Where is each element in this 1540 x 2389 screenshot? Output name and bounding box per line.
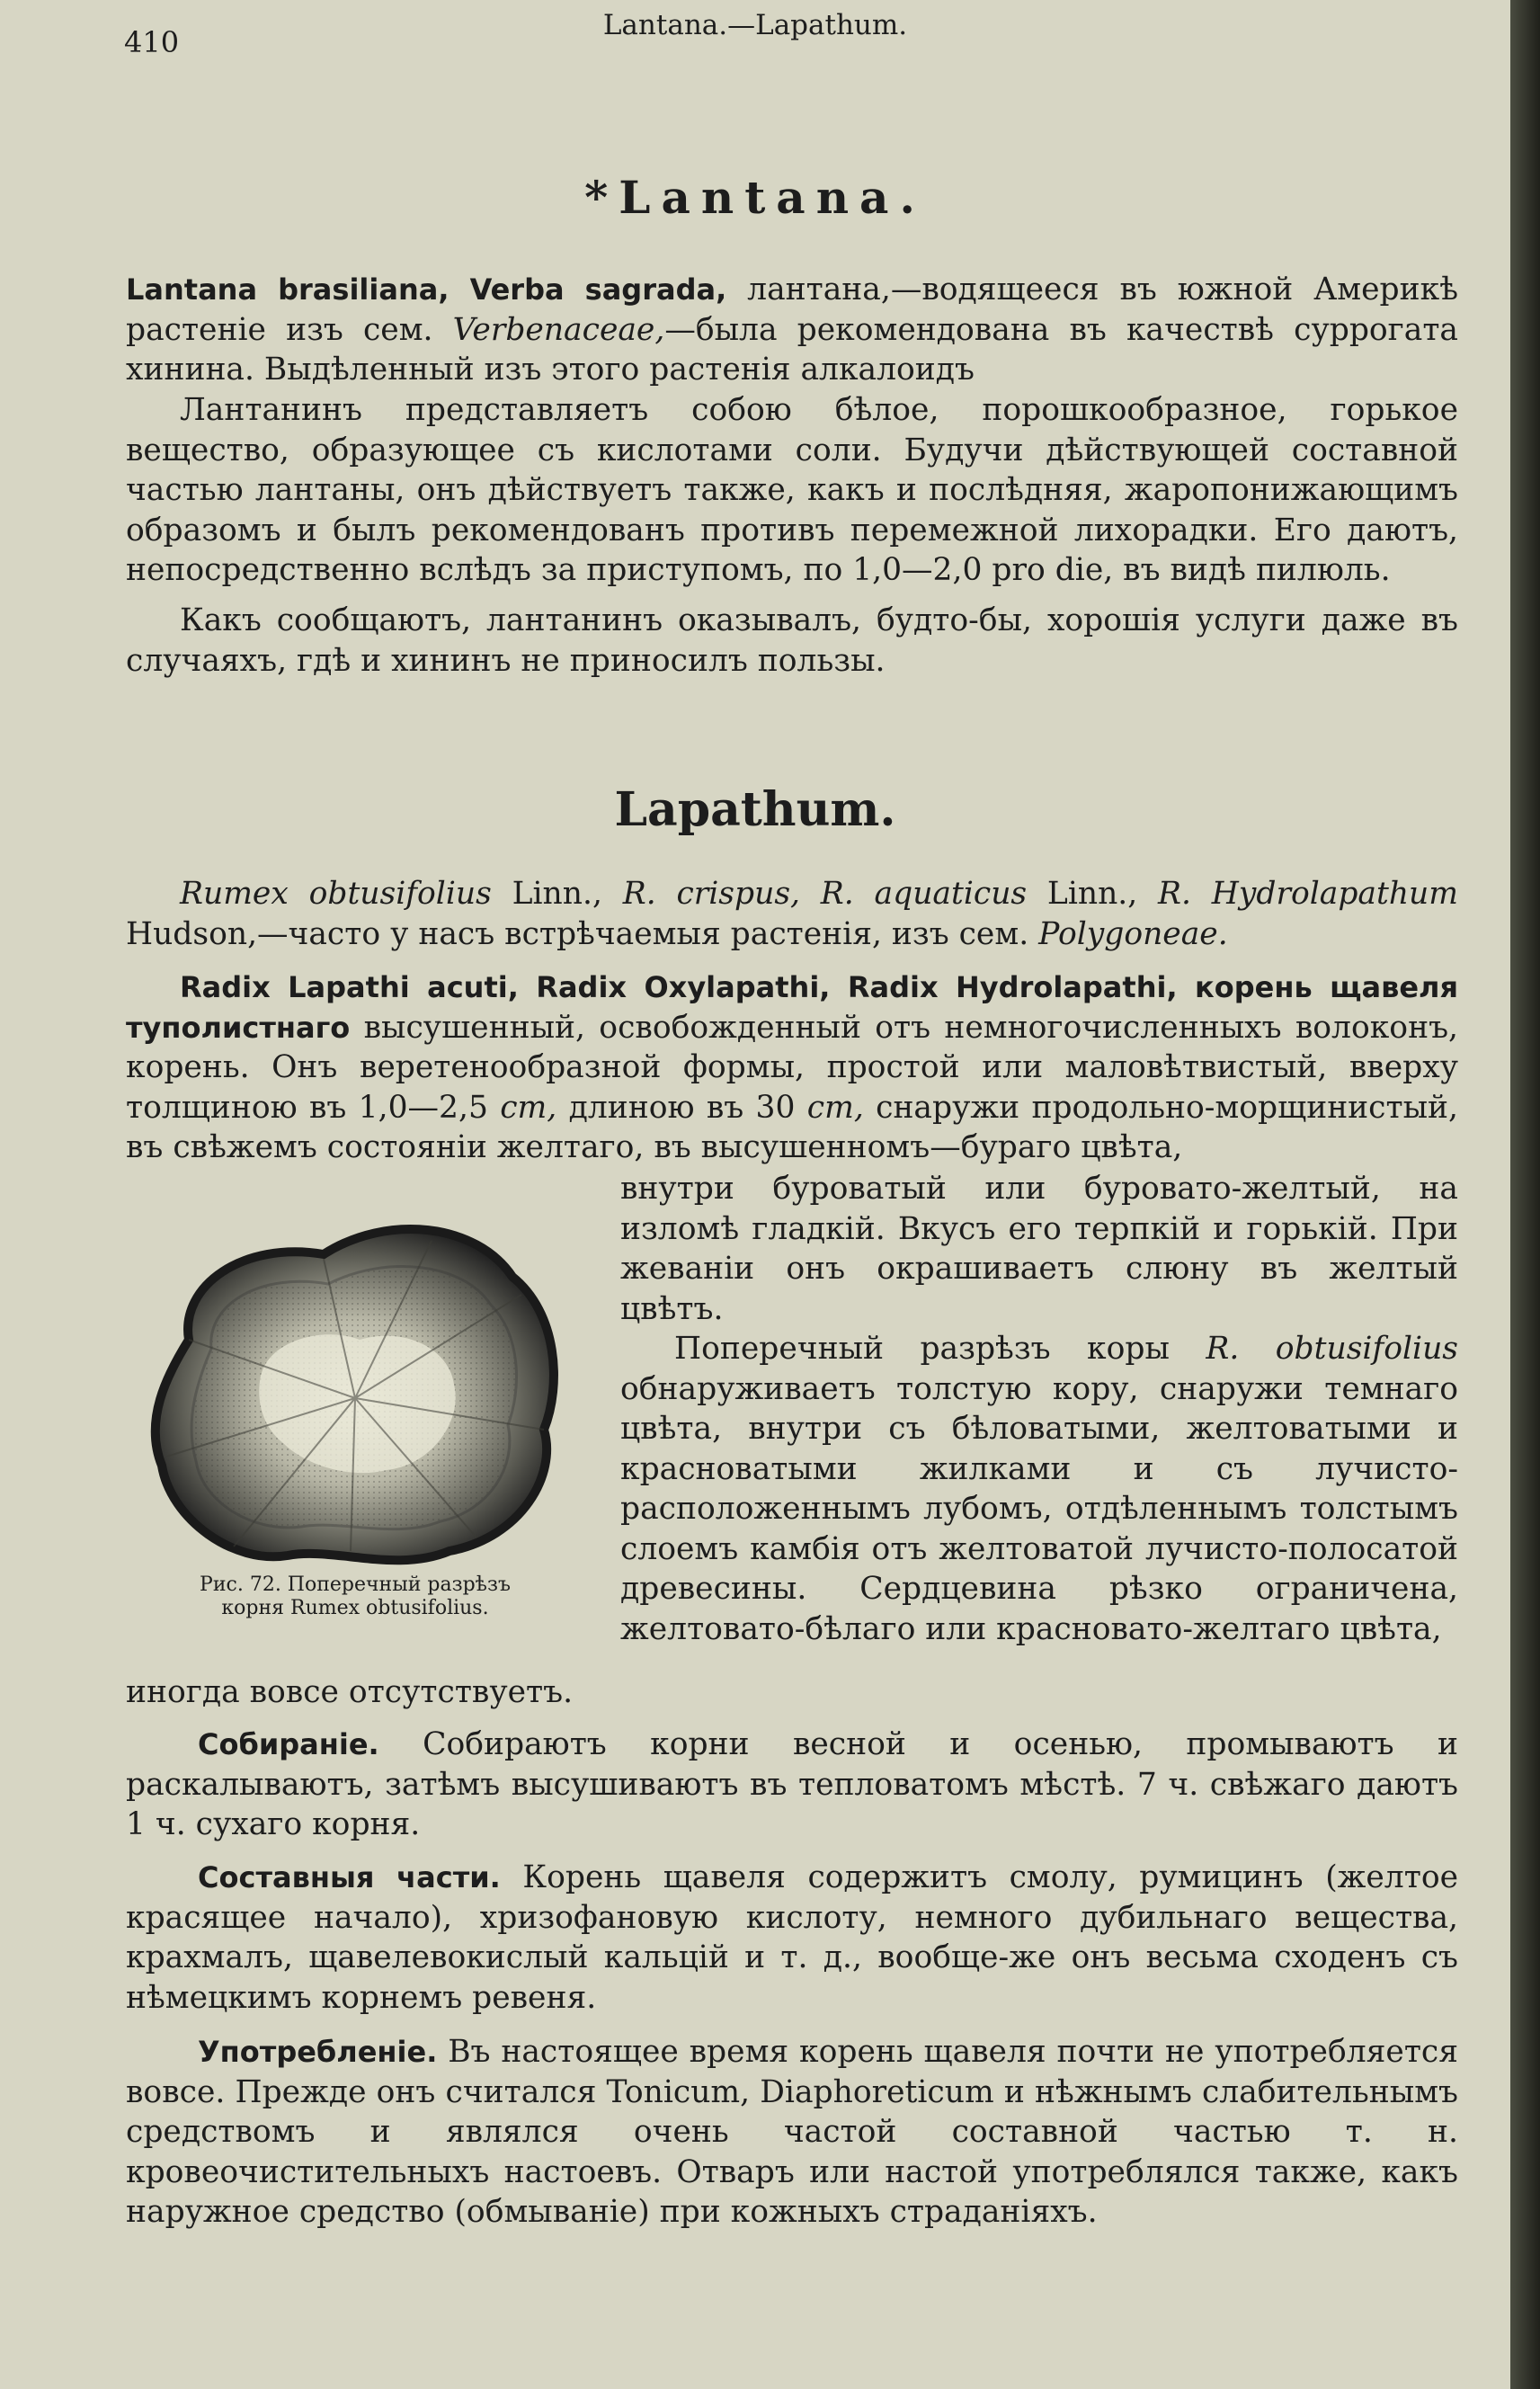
lapathum-paragraph-2 <box>126 967 1458 1168</box>
collecting-paragraph <box>126 1725 1458 1845</box>
collecting-heading: Собираніе. <box>198 1727 379 1761</box>
composition-text: Корень щавеля содержитъ смолу, румицинъ (желтое красящее начало), хризофановую кислоту, немного дубильнаго вещества, крахмалъ, щавелевокислый кальцій и т. д., вообще-же онъ весьма сходенъ съ нѣмецкимъ корнемъ ревеня. <box>126 1859 1459 2016</box>
unit-cm-2: cm, <box>806 1089 864 1126</box>
species-r-hydrolapathum: R. Hydrolapathum <box>1158 876 1458 912</box>
usage-heading: Употребленіе. <box>198 2035 438 2069</box>
lapathum-family-name: Polygoneae. <box>1038 915 1228 952</box>
lantana-family-name: Verbenaceae, <box>452 311 665 348</box>
lantana-paragraph-3: Какъ сообщаютъ, лантанинъ оказывалъ, будто-бы, хорошія услуги даже въ случаяхъ, гдѣ и хининъ не приносилъ пользы. <box>126 602 1458 679</box>
figure-wrap-text <box>620 1169 1458 1649</box>
lapathum-p1-text-2: Linn., <box>1027 876 1159 912</box>
lantana-p1-text-b: —была рекомендована въ качествѣ суррогата хинина. Выдѣленный изъ этого растенія алкалоидъ <box>126 311 1458 388</box>
lantana-lead-term: Lantana brasiliana, Verba sagrada, <box>126 272 727 307</box>
lapathum-p1-text-1: Linn., <box>491 876 623 912</box>
root-cross-section-illustration <box>135 1205 575 1582</box>
lantana-paragraph-1 <box>126 270 1458 390</box>
species-rumex-obtusifolius: Rumex obtusifolius <box>180 876 492 912</box>
unit-cm-1: cm, <box>500 1089 557 1126</box>
lapathum-p3-text-a: Поперечный разрѣзъ коры <box>674 1331 1206 1367</box>
section-title-lapathum: Lapathum. <box>614 782 896 837</box>
species-r-obtusifolius-ref: R. obtusifolius <box>1206 1331 1458 1367</box>
composition-paragraph <box>126 1858 1458 2018</box>
section-title-lantana: *Lantana. <box>584 171 926 224</box>
lapathum-p3-end: иногда вовсе отсутствуетъ. <box>126 1674 574 1710</box>
page-number: 410 <box>124 25 180 59</box>
lapathum-p1-text-3: Hudson,—часто у насъ встрѣчаемыя растенія, изъ сем. <box>126 915 1039 952</box>
usage-paragraph <box>126 2032 1458 2233</box>
lapathum-p2-text-a: высушенный, освобожденный отъ немногочисленныхъ волоконъ, корень. Онъ веретенообразной формы, простой или маловѣтвистый, вверху толщиною въ 1,0—2,5 <box>126 1009 1458 1126</box>
collecting-text: Собираютъ корни весной и осенью, промываютъ и раскалываютъ, затѣмъ высушиваютъ въ тепловатомъ мѣстѣ. 7 ч. свѣжаго даютъ 1 ч. сухаго корня. <box>126 1726 1458 1842</box>
lapathum-p3-text-b: обнаруживаетъ толстую кору, снаружи темнаго цвѣта, внутри съ бѣловатыми, желтоватыми и красноватыми жилками и съ лучисто-расположеннымъ лубомъ, отдѣленнымъ толстымъ слоемъ камбія отъ желтоватой лучисто-полосатой древесины. Сердцевина рѣзко ограничена, желтовато-бѣлаго или красновато-желтаго цвѣта, <box>620 1370 1458 1647</box>
lapathum-p2-text-c: снаружи продольно-морщинистый, въ свѣжемъ состояніи желтаго, въ высушенномъ—бураго цвѣта, <box>126 1089 1459 1165</box>
figure-caption-line-2: корня Rumex obtusifolius. <box>221 1597 489 1619</box>
composition-heading: Составныя части. <box>198 1860 501 1894</box>
figure-caption <box>135 1573 575 1620</box>
running-head: Lantana.—Lapathum. <box>602 9 908 41</box>
lantana-p1-text-a: лантана,—водящееся въ южной Америкѣ растеніе изъ сем. <box>126 272 1459 348</box>
species-r-crispus-aquaticus: R. crispus, R. aquaticus <box>622 876 1028 912</box>
lapathum-drug-names: Radix Lapathi acuti, Radix Oxylapathi, Radix Hydrolapathi, корень щавеля туполистнаго <box>126 970 1458 1045</box>
lantana-paragraph-2: Лантанинъ представляетъ собою бѣлое, порошкообразное, горькое вещество, образующее съ кислотами соли. Будучи дѣйствующей составной частью лантаны, онъ дѣйствуетъ также, какъ и послѣдняя, жаропонижающимъ образомъ и былъ рекомендованъ противъ перемежной лихорадки. Его даютъ, непосредственно вслѣдъ за приступомъ, по 1,0—2,0 pro die, въ видѣ пилюль. <box>126 392 1458 588</box>
lapathum-paragraph-1 <box>126 874 1458 954</box>
lapathum-p2-text-b: длиною въ 30 <box>556 1089 807 1126</box>
lapathum-paragraph-3 <box>620 1329 1458 1649</box>
book-spine-edge <box>1510 0 1540 2389</box>
lapathum-p2-wrap: внутри буроватый или буровато-желтый, на изломѣ гладкій. Вкусъ его терпкій и горькій. При жеваніи онъ окрашиваетъ слюну въ желтый цвѣтъ. <box>620 1171 1458 1327</box>
root-cross-section-figure <box>135 1205 575 1582</box>
usage-text: Въ настоящее время корень щавеля почти не употребляется вовсе. Прежде онъ считался Tonicum, Diaphoreticum и нѣжнымъ слабительнымъ средствомъ и являлся очень частой составной частью т. н. кровеочистительныхъ настоевъ. Отваръ или настой употреблялся также, какъ наружное средство (обмываніе) при кожныхъ страданіяхъ. <box>126 2034 1458 2230</box>
figure-caption-line-1: Рис. 72. Поперечный разрѣзъ <box>200 1573 511 1596</box>
